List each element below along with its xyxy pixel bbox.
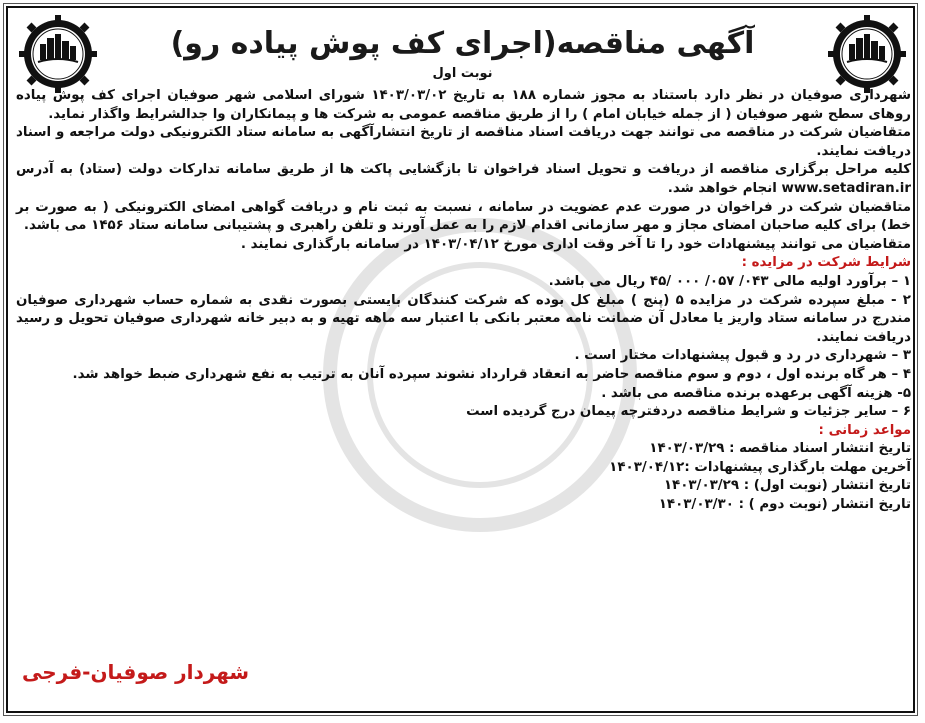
condition-item: ۳ – شهرداری در رد و قبول پیشنهادات مختار است . xyxy=(574,348,911,364)
mayor-signature: شهردار صوفیان-فرجی xyxy=(22,660,250,684)
condition-item: ۵- هزینه آگهی برعهده برنده مناقصه می باشد . xyxy=(601,385,911,401)
schedule-item: تاریخ انتشار اسناد مناقصه : ۱۴۰۳/۰۳/۲۹ xyxy=(649,441,911,457)
schedule-item: تاریخ انتشار (نوبت اول) : ۱۴۰۳/۰۳/۲۹ xyxy=(663,478,911,494)
procedure-text-end: انجام خواهد شد. xyxy=(667,180,777,196)
schedule-item: تاریخ انتشار (نوبت دوم ) : ۱۴۰۳/۰۳/۳۰ xyxy=(658,497,911,513)
condition-item: ۲ - مبلغ سپرده شرکت در مزایده ۵ (پنج ) مبلغ کل بوده که شرکت کنندگان بایستی بصورت نقدی به شماره حساب شهرداری صوفیان مندرج در سامانه ستاد واریز یا معادل آن ضمانت نامه معتبر بانکی با اعتبار سه ماهه تهیه و به دبیر خانه شهرداری صوفیان تحویل و رسید دریافت نمایند. xyxy=(16,292,911,345)
publication-round: نوبت اول xyxy=(432,66,493,81)
schedule-heading: مواعد زمانی : xyxy=(818,422,911,438)
procedure-paragraph xyxy=(16,161,911,198)
municipality-logo-right xyxy=(827,14,907,94)
intro-paragraph: شهرداری صوفیان در نظر دارد باستناد به مجوز شماره ۱۸۸ به تاریخ ۱۴۰۳/۰۳/۰۲ شورای اسلامی شهر صوفیان اجرای کف پوش پیاده روهای سطح شهر صوفیان ( از جمله خیابان امام ) را از طریق مناقصه عمومی به شرکت ها و پیمانکاران وا جدالشرایط واگذار نماید. xyxy=(16,88,912,122)
municipality-logo-left xyxy=(18,14,98,94)
deadline-paragraph: متقاضیان می توانند پیشنهادات خود را تا آخر وقت اداری مورخ ۱۴۰۳/۰۴/۱۲ در سامانه بارگذاری نمایند . xyxy=(240,236,911,252)
condition-item: ۶ – سایر جزئیات و شرایط مناقصه دردفترچه پیمان درج گردیده است xyxy=(466,404,911,420)
documents-paragraph: متقاضیان شرکت در مناقصه می توانند جهت دریافت اسناد مناقصه از تاریخ انتشارآگهی به سامانه ستاد الکترونیکی دولت مراجعه و اسناد دریافت نمایند. xyxy=(16,125,911,159)
conditions-heading: شرایط شرکت در مزایده : xyxy=(741,255,911,271)
gear-emblem-icon xyxy=(18,14,98,94)
advertisement-body xyxy=(16,87,911,515)
procedure-text: کلیه مراحل برگزاری مناقصه از دریافت و تحویل اسناد فراخوان تا بازگشایی پاکت ها از طریق سامانه تدارکات دولت (ستاد) به آدرس xyxy=(16,162,911,178)
registration-paragraph: متاقضیان شرکت در فراخوان در صورت عدم عضویت در سامانه ، نسبت به ثبت نام و دریافت گواهی امضای الکترونیکی ( به صورت بر خط) برای کلیه صاحبان امضای مجاز و مهر سازمانی اقدام لازم را به عمل آورند و تلفن راهبری و پشتیبانی سامانه ستاد ۱۴۵۶ می باشد. xyxy=(16,199,911,234)
gear-emblem-icon xyxy=(827,14,907,94)
condition-item: ۴ – هر گاه برنده اول ، دوم و سوم مناقصه حاضر به انعقاد قرارداد نشوند سپرده آنان به ترتیب به نفع شهرداری ضبط خواهد شد. xyxy=(72,366,911,382)
condition-item: ۱ – برآورد اولیه مالی ۰۴۳/ ۰۵۷/ ۰۰۰ /۴۵ ریال می باشد. xyxy=(548,273,911,289)
schedule-item: آخرین مهلت بارگذاری پیشنهادات :۱۴۰۳/۰۴/۱۲ xyxy=(609,459,911,475)
setad-link[interactable]: www.setadiran.ir xyxy=(781,180,911,196)
page-title: آگهی مناقصه(اجرای کف پوش پیاده رو) xyxy=(170,26,755,61)
